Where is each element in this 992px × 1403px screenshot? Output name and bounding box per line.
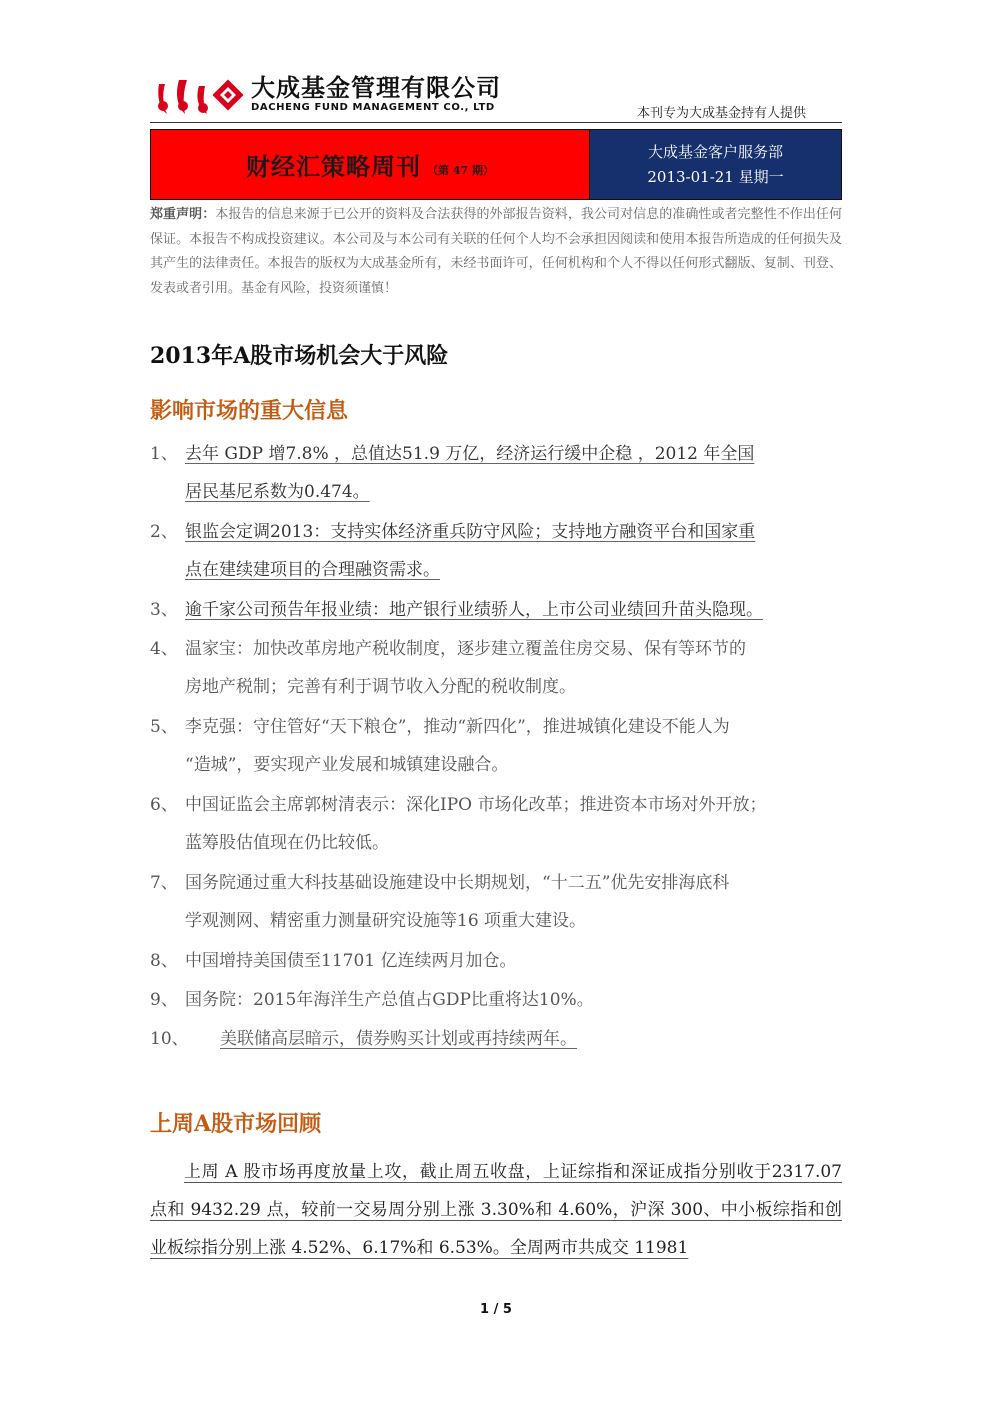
- list-item: [150, 942, 842, 980]
- section-title-news: 影响市场的重大信息: [150, 398, 349, 424]
- list-item-text: 美联储高层暗示，债券购买计划或再持续两年。: [220, 1029, 577, 1049]
- company-name-cn: 大成基金管理有限公司: [251, 74, 501, 102]
- banner-title-panel: [151, 130, 590, 199]
- market-review-paragraph: [150, 1153, 842, 1267]
- list-item-number: 9、: [150, 990, 178, 1010]
- list-item-text: 国务院通过重大科技基础设施建设中长期规划，“十二五”优先安排海底科 学观测网、精密重力测量研究设施等16 项重大建设。: [185, 873, 730, 931]
- list-item-number: 10、: [150, 1029, 189, 1049]
- company-name-en: DACHENG FUND MANAGEMENT CO., LTD: [251, 102, 495, 113]
- article-title: 2013年A股市场机会大于风险: [150, 343, 449, 369]
- list-item: [150, 708, 842, 784]
- publication-title: 财经汇策略周刊: [246, 152, 422, 181]
- page-number: 1 / 5: [480, 1302, 512, 1317]
- issue-date: 2013-01-21 星期一: [647, 167, 784, 186]
- disclaimer-text: 本报告的信息来源于已公开的资料及合法获得的外部报告资料，我公司对信息的准确性或者完整性不作出任何保证。本报告不构成投资建议。本公司及与本公司有关联的任何个人均不会承担因阅读和使用本报告所造成的任何损失及其产生的法律责任。本报告的版权为大成基金所有，未经书面许可，任何机构和个人不得以任何形式翻版、复制、刊登、发表或者引用。基金有风险，投资须谨慎！: [150, 207, 842, 296]
- department-name: 大成基金客户服务部: [647, 142, 783, 161]
- list-item-number: 6、: [150, 795, 178, 815]
- list-item-text: 李克强：守住管好“天下粮仓”，推动“新四化”，推进城镇化建设不能人为 “造城”，要实现产业发展和城镇建设融合。: [185, 717, 730, 775]
- issue-number: （第 47 期）: [427, 163, 494, 177]
- header-divider: [150, 122, 842, 123]
- company-logo: [155, 74, 535, 118]
- list-item-text: 去年 GDP 增7.8% ，总值达51.9 万亿，经济运行缓中企稳 ，2012 年全国 居民基尼系数为0.474。: [185, 444, 755, 502]
- list-item: [150, 1020, 842, 1058]
- section-title-review: 上周A股市场回顾: [150, 1111, 322, 1137]
- list-item: [150, 630, 842, 706]
- list-item-number: 4、: [150, 639, 178, 659]
- list-item-text: 逾千家公司预告年报业绩：地产银行业绩骄人，上市公司业绩回升苗头隐现。: [185, 600, 763, 620]
- list-item: [150, 786, 842, 862]
- list-item-text: 银监会定调2013：支持实体经济重兵防守风险；支持地方融资平台和国家重 点在建续建项目的合理融资需求。: [185, 522, 756, 580]
- list-item-number: 5、: [150, 717, 178, 737]
- list-item-text: 国务院：2015年海洋生产总值占GDP比重将达10%。: [185, 990, 594, 1010]
- list-item-number: 7、: [150, 873, 178, 893]
- list-item: [150, 513, 842, 589]
- disclaimer-label: 郑重声明：: [150, 207, 216, 222]
- list-item-text: 中国增持美国债至11701 亿连续两月加仓。: [185, 951, 517, 971]
- issue-banner: [150, 129, 842, 200]
- list-item-number: 2、: [150, 522, 178, 542]
- list-item: [150, 864, 842, 940]
- disclaimer: [150, 203, 842, 301]
- list-item-text: 温家宝：加快改革房地产税收制度，逐步建立覆盖住房交易、保有等环节的 房地产税制；完善有利于调节收入分配的税收制度。: [185, 639, 746, 697]
- list-item-number: 1、: [150, 444, 178, 464]
- dacheng-logo-icon: [155, 76, 247, 116]
- list-item-number: 3、: [150, 600, 178, 620]
- list-item: [150, 591, 842, 629]
- list-item: [150, 435, 842, 511]
- market-review-text: 上周 A 股市场再度放量上攻，截止周五收盘，上证综指和深证成指分别收于2317.07 点和 9432.29 点，较前一交易周分别上涨 3.30%和 4.60%，沪深 300、中小板综指和创业板综指分别上涨 4.52%、6.17%和 6.53%。全周两市共成交 11981: [150, 1162, 842, 1258]
- list-item-number: 8、: [150, 951, 178, 971]
- list-item-text: 中国证监会主席郭树清表示：深化IPO 市场化改革；推进资本市场对外开放； 蓝筹股估值现在仍比较低。: [185, 795, 767, 853]
- list-item: [150, 981, 842, 1019]
- tagline: 本刊专为大成基金持有人提供: [636, 106, 806, 121]
- banner-info-panel: [590, 130, 841, 199]
